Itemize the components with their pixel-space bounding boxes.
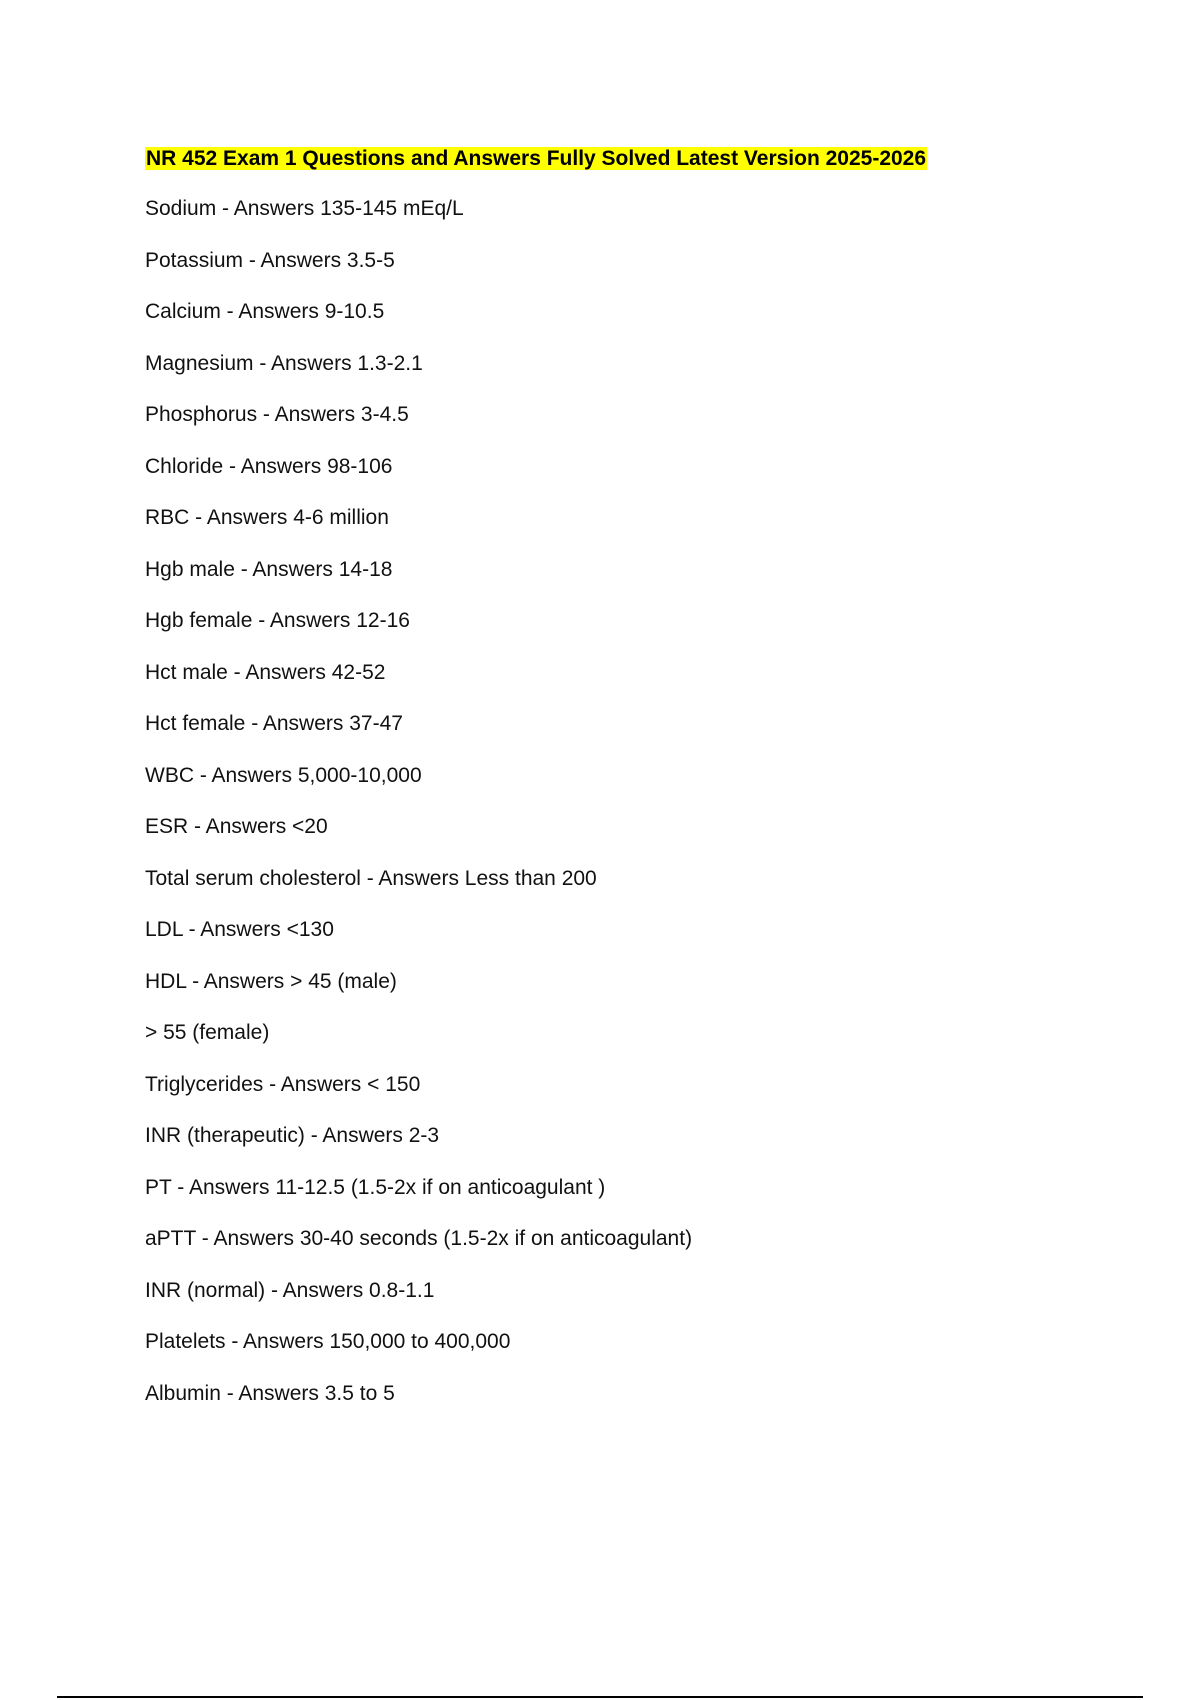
list-item: Chloride - Answers 98-106	[145, 454, 393, 478]
list-item: HDL - Answers > 45 (male)	[145, 969, 397, 993]
list-item: WBC - Answers 5,000-10,000	[145, 763, 422, 787]
list-item: Calcium - Answers 9-10.5	[145, 300, 385, 323]
list-item: Hct female - Answers 37-47	[145, 712, 403, 735]
list-item: Hct male - Answers 42-52	[145, 660, 386, 684]
list-item: Albumin - Answers 3.5 to 5	[145, 1381, 395, 1405]
lab-values-list	[145, 193, 692, 1429]
list-item: Total serum cholesterol - Answers Less than 200	[145, 866, 597, 890]
list-item: LDL - Answers <130	[145, 918, 334, 941]
list-item: RBC - Answers 4-6 million	[145, 506, 389, 529]
document-title	[145, 145, 927, 173]
list-item: Hgb male - Answers 14-18	[145, 557, 393, 581]
list-item: Sodium - Answers 135-145 mEq/L	[145, 197, 464, 220]
list-item: Hgb female - Answers 12-16	[145, 609, 410, 632]
page-bottom-rule	[57, 1696, 1143, 1698]
list-item: INR (therapeutic) - Answers 2-3	[145, 1124, 440, 1147]
list-item: Potassium - Answers 3.5-5	[145, 248, 395, 272]
list-item: > 55 (female)	[145, 1021, 270, 1044]
list-item: Phosphorus - Answers 3-4.5	[145, 403, 409, 426]
title-highlight: NR 452 Exam 1 Questions and Answers Fully Solved Latest Version 2025-2026	[146, 147, 927, 170]
list-item: Platelets - Answers 150,000 to 400,000	[145, 1330, 511, 1353]
list-item: PT - Answers 11-12.5 (1.5-2x if on anticoagulant )	[145, 1175, 606, 1199]
list-item: INR (normal) - Answers 0.8-1.1	[145, 1278, 435, 1302]
list-item: Magnesium - Answers 1.3-2.1	[145, 351, 423, 375]
list-item: ESR - Answers <20	[145, 815, 328, 838]
list-item: aPTT - Answers 30-40 seconds (1.5-2x if on anticoagulant)	[145, 1227, 693, 1250]
list-item: Triglycerides - Answers < 150	[145, 1072, 421, 1096]
